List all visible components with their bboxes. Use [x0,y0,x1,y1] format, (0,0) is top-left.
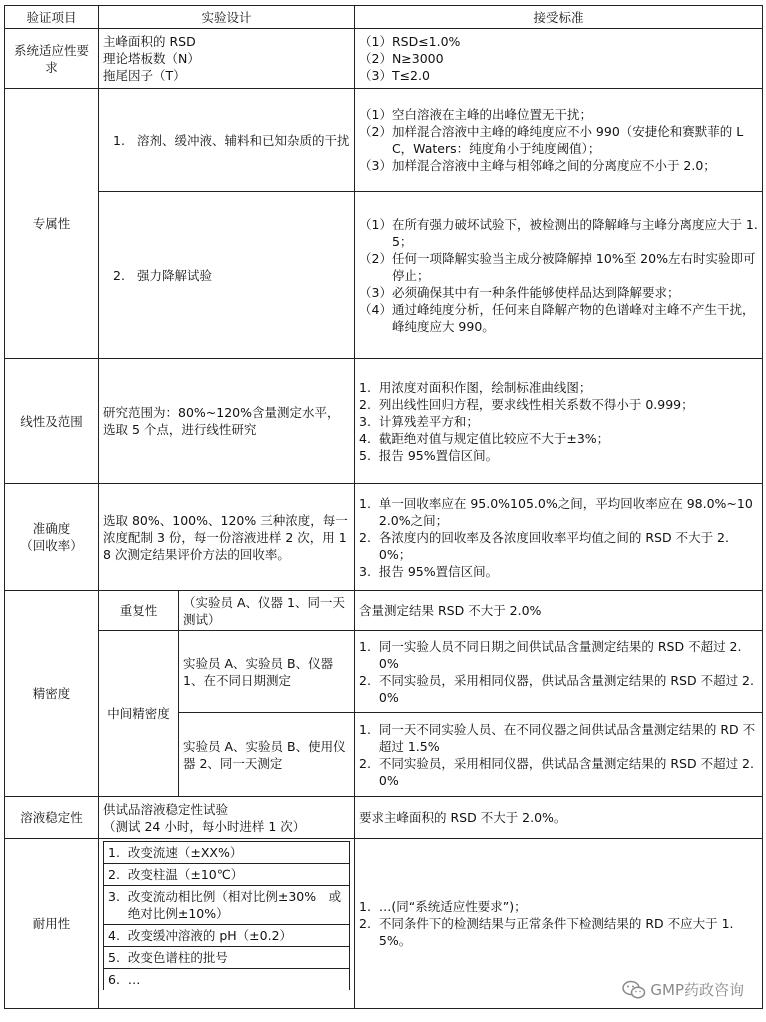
design-stability [99,797,355,839]
list-item: （2） 加样混合溶液中主峰的峰纯度应不小 990（安捷伦和赛默菲的 LC，Waters：纯度角小于纯度阈值）； [359,124,744,156]
wechat-icon [622,980,646,1000]
list-item: 2. 各浓度内的回收率及各浓度回收率平均值之间的 RSD 不大于 2.0%； [359,529,729,562]
item-robustness: 耐用性 [5,839,99,1009]
list-item: 1. 单一回收率应在 95.0%105.0%之间，平均回收率应在 98.0%~102.0%之间； [359,495,753,528]
list-item: 1. 同一天不同实验人员、在不同仪器之间供试品含量测定结果的 RD 不超过 1.5% [359,721,756,754]
row-linearity [5,359,763,484]
watermark-text: GMP药政咨询 [650,981,744,999]
list-item: 3. 改变流动相比例（相对比例±30% 或绝对比例±10%） [104,886,350,925]
item-stability: 溶液稳定性 [5,797,99,839]
list-item: 1. 同一实验人员不同日期之间供试品含量测定结果的 RSD 不超过 2.0% [359,638,742,671]
header-criteria: 接受标准 [355,6,763,29]
list-item: 1. 用浓度对面积作图，绘制标准曲线图； [359,379,592,395]
list-item: 3. 计算残差平方和； [359,413,479,429]
watermark [622,979,744,1000]
item-accuracy-line1: 准确度 [32,521,71,536]
intermediate-label: 中间精密度 [99,631,179,797]
design-suitability [99,29,355,89]
row-suitability [5,29,763,89]
row-precision-inter-1 [5,631,763,713]
list-item: 3. 报告 95%置信区间。 [359,563,499,579]
row-specificity-1 [5,89,763,192]
inter1-design: 实验员 A、实验员 B、仪器 1、在不同日期测定 [179,631,355,713]
row-accuracy [5,484,763,591]
item-suitability: 系统适应性要求 [5,29,99,89]
design-robustness [99,839,355,1009]
row-precision-repeat [5,591,763,631]
list-item: （3） 必须确保其中有一种条件能够使样品达到降解要求； [359,284,680,300]
item-accuracy [5,484,99,591]
list-item: 5. 报告 95%置信区间。 [359,447,499,463]
criteria-line: （1）RSD≤1.0% [359,34,461,49]
criteria-line: （2）N≥3000 [359,51,444,66]
list-item: 1. …(同“系统适应性要求”)； [359,899,527,914]
repeat-design: （实验员 A、仪器 1、同一天测试） [179,591,355,631]
item-accuracy-line2: （回收率） [20,538,83,553]
list-item: 2. 不同实验员，采用相同仪器，供试品含量测定结果的 RSD 不超过 2.0% [359,755,754,788]
repeat-criteria: 含量测定结果 RSD 不大于 2.0% [355,591,763,631]
list-item: （1） 在所有强力破坏试验下，被检测出的降解峰与主峰分离度应大于 1.5； [359,216,758,249]
list-item: 6. … [104,969,350,991]
list-item: 5. 改变色谱柱的批号 [104,947,350,969]
criteria-linearity [355,359,763,484]
list-item: 4. 改变缓冲溶液的 pH（±0.2） [104,925,350,947]
list-item: （1） 空白溶液在主峰的出峰位置无干扰； [359,107,592,122]
inter1-criteria [355,631,763,713]
list-item: （2） 任何一项降解实验当主成分被降解掉 10%至 20%左右时实验即可停止； [359,250,756,283]
repeat-label: 重复性 [99,591,179,631]
criteria-suitability [355,29,763,89]
list-item: 1. 溶剂、缓冲液、辅料和已知杂质的干扰 [113,132,350,148]
criteria-accuracy [355,484,763,591]
header-item: 验证项目 [5,6,99,29]
item-linearity: 线性及范围 [5,359,99,484]
list-item: 2. 强力降解试验 [113,267,212,283]
criteria-line: （3）T≤2.0 [359,68,430,83]
inter2-criteria [355,713,763,797]
list-item: 2. 不同实验员，采用相同仪器，供试品含量测定结果的 RSD 不超过 2.0% [359,672,754,705]
criteria-specificity-1 [355,89,763,192]
criteria-stability: 要求主峰面积的 RSD 不大于 2.0%。 [355,797,763,839]
item-specificity: 专属性 [5,89,99,359]
design-line: 理论塔板数（N） [103,51,200,66]
design-line: 供试品溶液稳定性试验 [103,801,229,817]
list-item: 1. 改变流速（±XX%） [104,842,350,864]
header-row [5,6,763,29]
design-specificity-2 [99,192,355,359]
row-specificity-2 [5,192,763,359]
list-item: （4） 通过峰纯度分析，任何来自降解产物的色谱峰对主峰不产生干扰，峰纯度应大 990。 [359,301,755,334]
list-item: 2. 不同条件下的检测结果与正常条件下检测结果的 RD 不应大于 1.5%。 [359,916,734,948]
design-specificity-1 [99,89,355,192]
item-precision: 精密度 [5,591,99,797]
design-line: （测试 24 小时，每小时进样 1 次） [103,818,306,834]
design-accuracy: 选取 80%、100%、120% 三种浓度，每一浓度配制 3 份，每一份溶液进样 2 次，用 18 次测定结果评价方法的回收率。 [99,484,355,591]
list-item: 2. 列出线性回归方程，要求线性相关系数不得小于 0.999； [359,396,694,412]
list-item: （3） 加样混合溶液中主峰与相邻峰之间的分离度应不小于 2.0； [359,158,716,173]
list-item: 4. 截距绝对值与规定值比较应不大于±3%； [359,430,610,446]
criteria-specificity-2 [355,192,763,359]
design-linearity: 研究范围为：80%~120%含量测定水平，选取 5 个点，进行线性研究 [99,359,355,484]
row-stability [5,797,763,839]
list-item: 2. 改变柱温（±10℃） [104,864,350,886]
robustness-list [103,841,350,990]
header-design: 实验设计 [99,6,355,29]
design-line: 主峰面积的 RSD [103,34,196,49]
inter2-design: 实验员 A、实验员 B、使用仪器 2、同一天测定 [179,713,355,797]
validation-table [4,5,763,1009]
design-line: 拖尾因子（T） [103,68,186,83]
